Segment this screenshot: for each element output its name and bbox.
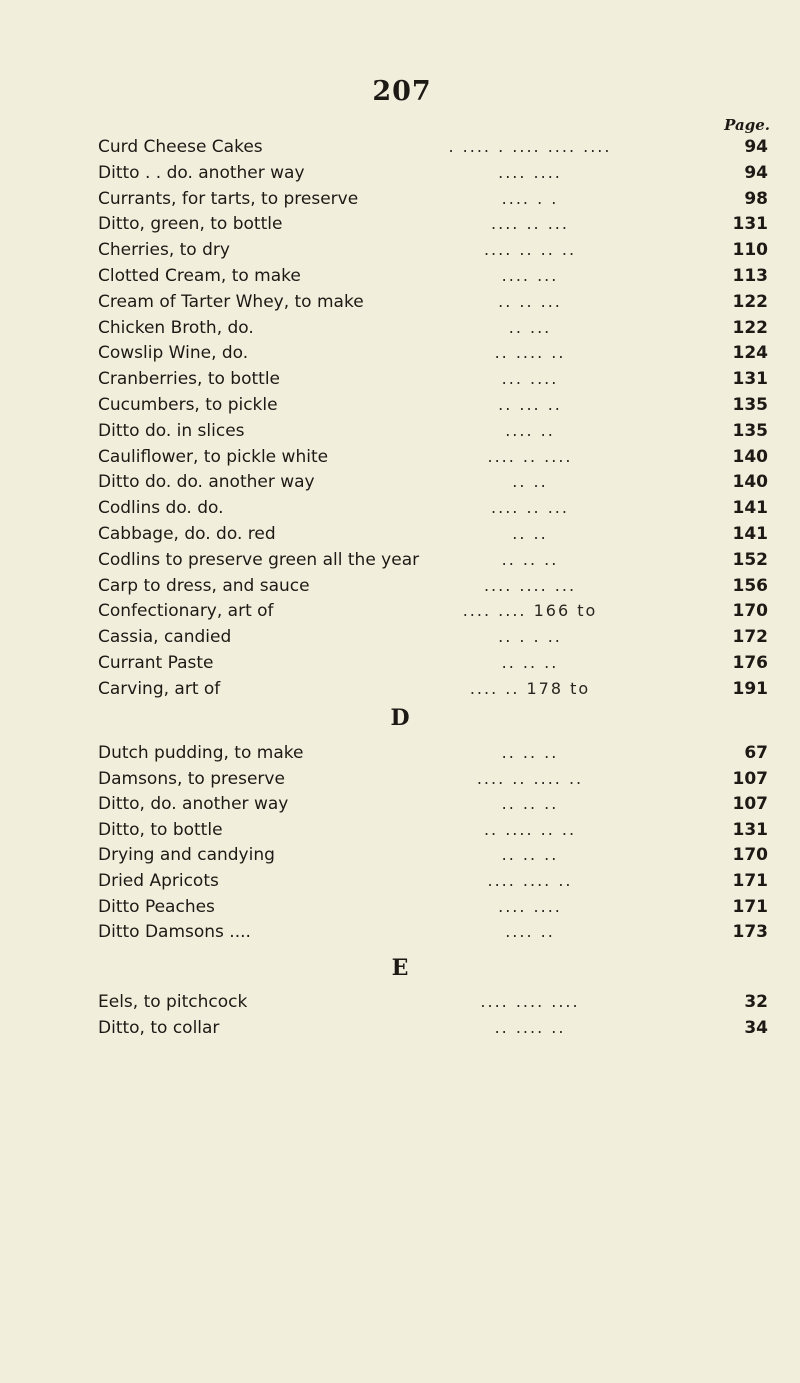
entry-title: Dutch pudding, to make (98, 743, 304, 763)
index-entry (98, 315, 768, 341)
entry-leader-dots: . .... . .... .... .... (448, 137, 612, 156)
entry-title: Codlins do. do. (98, 498, 224, 518)
entry-leader-dots: .. .. .. (501, 794, 559, 813)
entry-page-number: 140 (732, 472, 768, 492)
entry-leader-dots: .... .. 178 to (469, 679, 591, 698)
entry-leader-dots: .... .... .... (480, 992, 580, 1011)
entry-page-number: 131 (732, 820, 768, 840)
entry-page-number: 107 (732, 769, 768, 789)
index-entry (98, 766, 768, 792)
index-entry (98, 444, 768, 470)
index-entry (98, 868, 768, 894)
index-entry (98, 340, 768, 366)
entry-leader-dots: .. .. .. (501, 743, 559, 762)
entry-title: Curd Cheese Cakes (98, 137, 263, 157)
entry-page-number: 191 (732, 679, 768, 699)
entry-leader-dots: .. .. .. (501, 550, 559, 569)
index-entry (98, 817, 768, 843)
entry-title: Ditto, do. another way (98, 794, 289, 814)
entry-leader-dots: .... .. (505, 922, 555, 941)
entry-title: Cucumbers, to pickle (98, 395, 278, 415)
entry-page-number: 122 (732, 318, 768, 338)
entry-title: Dried Apricots (98, 871, 219, 891)
page-column-header: Page. (724, 116, 770, 134)
index-entry (98, 740, 768, 766)
entry-leader-dots: .... .. ... (491, 498, 569, 517)
entry-title: Ditto do. in slices (98, 421, 245, 441)
entry-title: Carp to dress, and sauce (98, 576, 310, 596)
entry-title: Eels, to pitchcock (98, 992, 248, 1012)
entry-leader-dots: .. .. ... (498, 292, 562, 311)
entry-page-number: 122 (732, 292, 768, 312)
index-entry (98, 392, 768, 418)
entry-page-number: 141 (732, 524, 768, 544)
entry-title: Cauliflower, to pickle white (98, 447, 329, 467)
entry-leader-dots: .. . . .. (498, 627, 562, 646)
entry-page-number: 94 (744, 137, 768, 157)
entry-title: Cowslip Wine, do. (98, 343, 249, 363)
entry-title: Cassia, candied (98, 627, 232, 647)
entry-page-number: 171 (732, 871, 768, 891)
entry-leader-dots: .... .. (505, 421, 555, 440)
entry-leader-dots: .... ... (501, 266, 559, 285)
entry-page-number: 173 (732, 922, 768, 942)
index-entry (98, 237, 768, 263)
entry-leader-dots: .. .. (512, 472, 548, 491)
index-entry (98, 521, 768, 547)
index-entry (98, 894, 768, 920)
index-entry (98, 842, 768, 868)
entry-title: Clotted Cream, to make (98, 266, 301, 286)
index-entry (98, 495, 768, 521)
entry-page-number: 140 (732, 447, 768, 467)
entry-title: Cabbage, do. do. red (98, 524, 276, 544)
entry-leader-dots: .... .. .... (487, 447, 573, 466)
entry-leader-dots: .. .. .. (501, 653, 559, 672)
entry-leader-dots: .. ... .. (498, 395, 562, 414)
index-entry (98, 598, 768, 624)
index-entry (98, 1015, 768, 1041)
section-letter-d: D (390, 705, 410, 731)
entry-leader-dots: ... .... (501, 369, 559, 388)
entry-title: Ditto, green, to bottle (98, 214, 283, 234)
entry-page-number: 107 (732, 794, 768, 814)
entry-leader-dots: .. .. (512, 524, 548, 543)
entry-page-number: 172 (732, 627, 768, 647)
entry-page-number: 141 (732, 498, 768, 518)
section-letter-e: E (391, 955, 409, 981)
entry-page-number: 170 (732, 845, 768, 865)
page-number: 207 (372, 76, 432, 107)
index-entry (98, 160, 768, 186)
entry-title: Damsons, to preserve (98, 769, 285, 789)
entry-page-number: 152 (732, 550, 768, 570)
index-entry (98, 676, 768, 702)
entry-page-number: 171 (732, 897, 768, 917)
entry-page-number: 32 (744, 992, 768, 1012)
index-entry (98, 418, 768, 444)
index-entry (98, 650, 768, 676)
entry-leader-dots: .. ... (508, 318, 552, 337)
entry-title: Confectionary, art of (98, 601, 274, 621)
index-entry (98, 469, 768, 495)
entry-leader-dots: .. .... .. (494, 343, 566, 362)
entry-title: Currants, for tarts, to preserve (98, 189, 359, 209)
entry-leader-dots: .. .... .. (494, 1018, 566, 1037)
entry-leader-dots: .... .... 166 to (462, 601, 598, 620)
entry-page-number: 98 (744, 189, 768, 209)
entry-page-number: 34 (744, 1018, 768, 1038)
entry-title: Cream of Tarter Whey, to make (98, 292, 364, 312)
index-entry (98, 134, 768, 160)
entry-page-number: 110 (732, 240, 768, 260)
entry-leader-dots: .... .. .... .. (476, 769, 584, 788)
index-entry (98, 919, 768, 945)
index-entry (98, 289, 768, 315)
index-entry (98, 624, 768, 650)
entry-leader-dots: .... .. ... (491, 214, 569, 233)
index-entry (98, 989, 768, 1015)
entry-title: Codlins to preserve green all the year (98, 550, 420, 570)
entry-page-number: 156 (732, 576, 768, 596)
entry-title: Cherries, to dry (98, 240, 230, 260)
entry-leader-dots: .... . . (501, 189, 559, 208)
entry-page-number: 113 (732, 266, 768, 286)
entry-page-number: 170 (732, 601, 768, 621)
entry-page-number: 135 (732, 421, 768, 441)
entry-page-number: 94 (744, 163, 768, 183)
index-entry (98, 547, 768, 573)
entry-leader-dots: .. .... .. .. (483, 820, 577, 839)
entry-title: Chicken Broth, do. (98, 318, 254, 338)
entry-leader-dots: .... .. .. .. (483, 240, 577, 259)
entry-leader-dots: .. .. .. (501, 845, 559, 864)
entry-title: Ditto . . do. another way (98, 163, 305, 183)
entry-page-number: 131 (732, 214, 768, 234)
entry-leader-dots: .... .... ... (483, 576, 577, 595)
index-entry (98, 186, 768, 212)
entry-title: Ditto, to bottle (98, 820, 223, 840)
index-entry (98, 211, 768, 237)
entry-page-number: 176 (732, 653, 768, 673)
entry-title: Currant Paste (98, 653, 214, 673)
entry-leader-dots: .... .... .. (487, 871, 573, 890)
index-entry (98, 573, 768, 599)
index-entry (98, 791, 768, 817)
entry-title: Cranberries, to bottle (98, 369, 281, 389)
index-entry (98, 366, 768, 392)
entry-title: Ditto do. do. another way (98, 472, 315, 492)
entry-leader-dots: .... .... (498, 163, 562, 182)
entry-page-number: 67 (744, 743, 768, 763)
index-entry (98, 263, 768, 289)
entry-page-number: 135 (732, 395, 768, 415)
entry-title: Ditto Peaches (98, 897, 215, 917)
entry-leader-dots: .... .... (498, 897, 562, 916)
entry-title: Carving, art of (98, 679, 221, 699)
entry-title: Drying and candying (98, 845, 275, 865)
entry-title: Ditto Damsons .... (98, 922, 251, 942)
entry-page-number: 124 (732, 343, 768, 363)
entry-title: Ditto, to collar (98, 1018, 220, 1038)
entry-page-number: 131 (732, 369, 768, 389)
